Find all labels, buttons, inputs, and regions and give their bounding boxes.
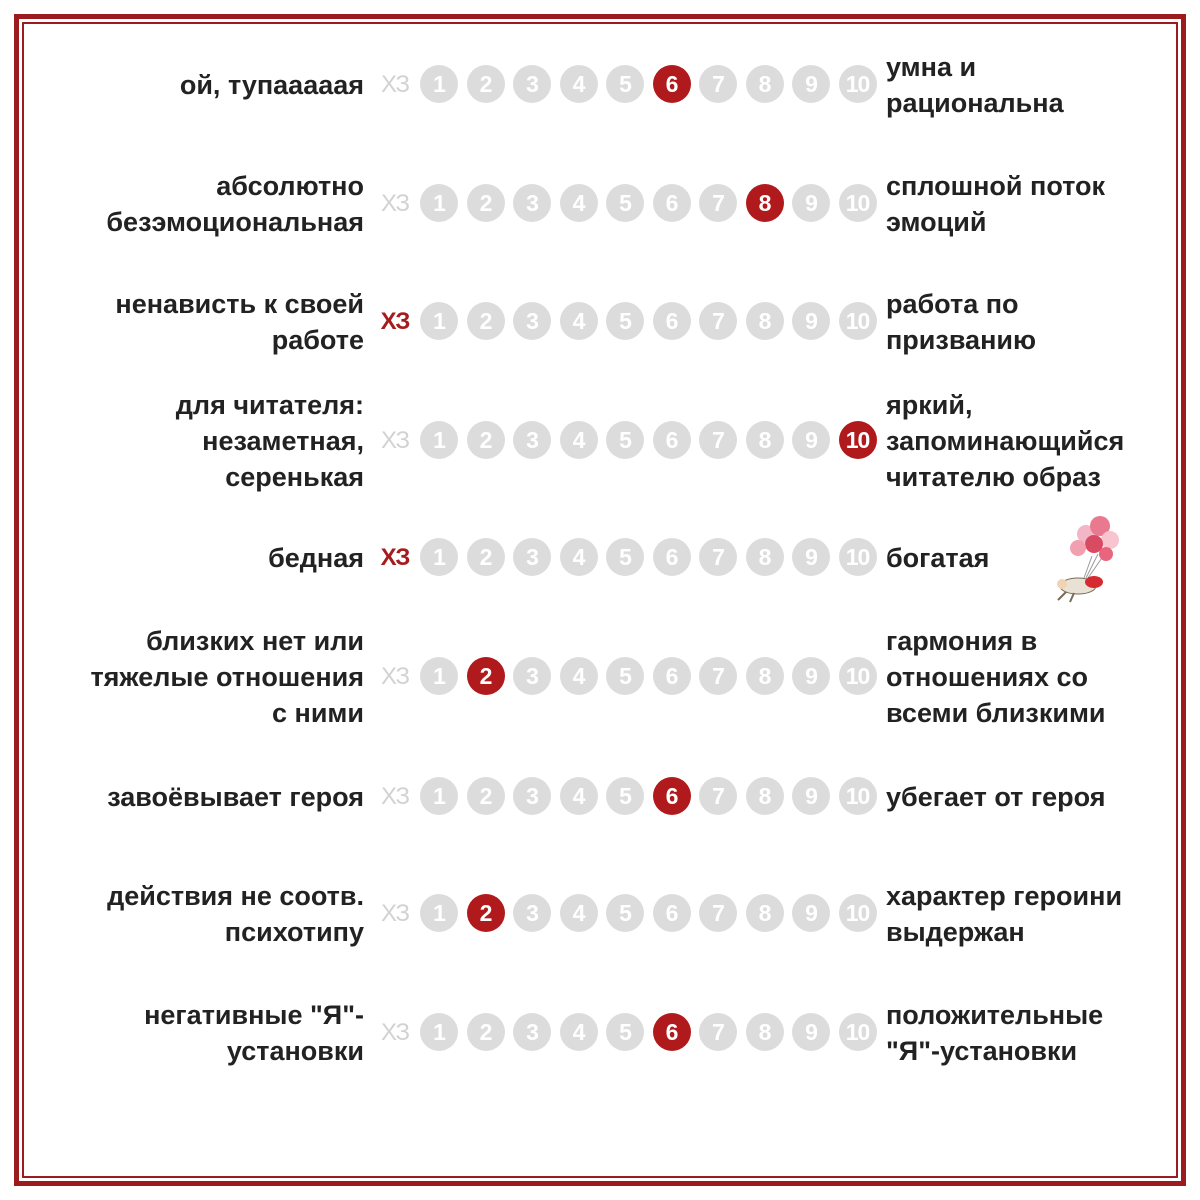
right-pole-label: убегает от героя	[886, 782, 1106, 812]
left-pole-label: действия не соотв. психотипу	[107, 881, 364, 947]
rating-circle: 9	[792, 65, 830, 103]
rating-circle: 5	[606, 777, 644, 815]
right-pole-label: работа по призванию	[886, 289, 1037, 355]
rating-selected-circle: 8	[746, 184, 784, 222]
rating-circle: 1	[420, 302, 458, 340]
rating-circle: 4	[560, 657, 598, 695]
left-pole-label: для читателя: незаметная, серенькая	[175, 390, 364, 492]
dont-know-option: ХЗ	[380, 544, 410, 571]
rating-circle: 3	[513, 1013, 551, 1051]
rating-selected-circle: 2	[467, 657, 505, 695]
rating-circle: 6	[653, 421, 691, 459]
rating-circle: 7	[699, 421, 737, 459]
rating-circle: 1	[420, 65, 458, 103]
rating-circle: 6	[653, 894, 691, 932]
rating-scale	[420, 184, 880, 224]
left-pole-label: близких нет или тяжелые отношения с ними	[90, 626, 364, 728]
rating-circle: 9	[792, 184, 830, 222]
rating-circle: 5	[606, 302, 644, 340]
rating-circle: 9	[792, 538, 830, 576]
rating-circle: 10	[839, 302, 877, 340]
rating-circle: 4	[560, 1013, 598, 1051]
rating-circle: 1	[420, 421, 458, 459]
rating-circle: 3	[513, 302, 551, 340]
right-pole-label: гармония в отношениях со всеми близкими	[886, 626, 1106, 728]
rating-circle: 6	[653, 184, 691, 222]
rating-circle: 1	[420, 777, 458, 815]
rating-circle: 4	[560, 421, 598, 459]
rating-circle: 6	[653, 538, 691, 576]
rating-selected-circle: 6	[653, 1013, 691, 1051]
rating-selected-circle: 2	[467, 894, 505, 932]
rating-circle: 5	[606, 421, 644, 459]
rating-circle: 4	[560, 777, 598, 815]
rating-circle: 5	[606, 184, 644, 222]
dont-know-option: ХЗ	[380, 308, 410, 335]
dont-know-option: ХЗ	[381, 190, 409, 217]
rating-circle: 8	[746, 421, 784, 459]
rating-circle: 7	[699, 302, 737, 340]
right-pole-label: богатая	[886, 543, 990, 573]
left-pole-label: ненависть к своей работе	[115, 289, 364, 355]
rating-circle: 4	[560, 894, 598, 932]
left-pole-label: негативные "Я"- установки	[144, 1000, 364, 1066]
left-pole-label: ой, тупааааая	[179, 70, 364, 100]
rating-selected-circle: 6	[653, 777, 691, 815]
right-pole-label: умна и рациональна	[886, 52, 1064, 118]
rating-circle: 2	[467, 1013, 505, 1051]
rating-circle: 4	[560, 65, 598, 103]
rating-circle: 2	[467, 777, 505, 815]
rating-scale	[420, 1013, 880, 1053]
rating-circle: 10	[839, 538, 877, 576]
rating-circle: 4	[560, 302, 598, 340]
rating-scale	[420, 777, 880, 817]
rating-scale	[420, 538, 880, 578]
rating-circle: 9	[792, 421, 830, 459]
dont-know-option: ХЗ	[381, 663, 409, 690]
rating-circle: 3	[513, 65, 551, 103]
rating-circle: 7	[699, 538, 737, 576]
rating-circle: 7	[699, 657, 737, 695]
rating-circle: 6	[653, 302, 691, 340]
rating-circle: 1	[420, 1013, 458, 1051]
rating-circle: 5	[606, 657, 644, 695]
right-pole-label: положительные "Я"-установки	[886, 1000, 1104, 1066]
rating-circle: 10	[839, 1013, 877, 1051]
rating-scale	[420, 302, 880, 342]
rating-circle: 2	[467, 538, 505, 576]
rating-circle: 8	[746, 302, 784, 340]
rating-circle: 9	[792, 302, 830, 340]
rating-circle: 9	[792, 1013, 830, 1051]
rating-circle: 7	[699, 894, 737, 932]
rating-circle: 1	[420, 894, 458, 932]
rating-circle: 9	[792, 777, 830, 815]
rating-circle: 5	[606, 538, 644, 576]
left-pole-label: абсолютно безэмоциональная	[106, 171, 364, 237]
rating-circle: 10	[839, 894, 877, 932]
rating-circle: 7	[699, 777, 737, 815]
rating-circle: 1	[420, 538, 458, 576]
left-pole-label: завоёвывает героя	[107, 782, 364, 812]
rating-circle: 1	[420, 657, 458, 695]
rating-circle: 8	[746, 657, 784, 695]
dont-know-option: ХЗ	[381, 71, 409, 98]
rating-circle: 1	[420, 184, 458, 222]
left-pole-label: бедная	[268, 543, 364, 573]
rating-circle: 10	[839, 65, 877, 103]
dont-know-option: ХЗ	[381, 900, 409, 927]
rating-circle: 8	[746, 65, 784, 103]
rating-circle: 3	[513, 538, 551, 576]
rating-circle: 10	[839, 657, 877, 695]
rating-circle: 2	[467, 184, 505, 222]
rating-circle: 8	[746, 538, 784, 576]
rating-circle: 5	[606, 65, 644, 103]
rating-circle: 9	[792, 657, 830, 695]
right-pole-label: яркий, запоминающийся читателю образ	[886, 390, 1125, 492]
rating-circle: 7	[699, 65, 737, 103]
rating-circle: 2	[467, 65, 505, 103]
rating-scale	[420, 894, 880, 934]
right-pole-label: характер героини выдержан	[886, 881, 1123, 947]
rating-circle: 2	[467, 421, 505, 459]
rating-circle: 3	[513, 894, 551, 932]
rating-circle: 3	[513, 777, 551, 815]
rating-circle: 8	[746, 777, 784, 815]
rating-scale	[420, 657, 880, 697]
rating-circle: 10	[839, 184, 877, 222]
rating-circle: 8	[746, 894, 784, 932]
rating-circle: 3	[513, 184, 551, 222]
rating-scale	[420, 65, 880, 105]
rating-circle: 3	[513, 657, 551, 695]
rating-selected-circle: 6	[653, 65, 691, 103]
rating-circle: 4	[560, 538, 598, 576]
rating-circle: 7	[699, 184, 737, 222]
right-pole-label: сплошной поток эмоций	[886, 171, 1106, 237]
balloons-flying-figure-icon	[1048, 512, 1128, 612]
rating-circle: 2	[467, 302, 505, 340]
dont-know-option: ХЗ	[381, 783, 409, 810]
rating-circle: 6	[653, 657, 691, 695]
rating-circle: 3	[513, 421, 551, 459]
rating-selected-circle: 10	[839, 421, 877, 459]
rating-circle: 9	[792, 894, 830, 932]
rating-circle: 4	[560, 184, 598, 222]
rating-scale	[420, 421, 880, 461]
rating-circle: 5	[606, 894, 644, 932]
rating-circle: 10	[839, 777, 877, 815]
rating-circle: 5	[606, 1013, 644, 1051]
rating-circle: 8	[746, 1013, 784, 1051]
dont-know-option: ХЗ	[381, 1019, 409, 1046]
rating-circle: 7	[699, 1013, 737, 1051]
dont-know-option: ХЗ	[381, 427, 409, 454]
